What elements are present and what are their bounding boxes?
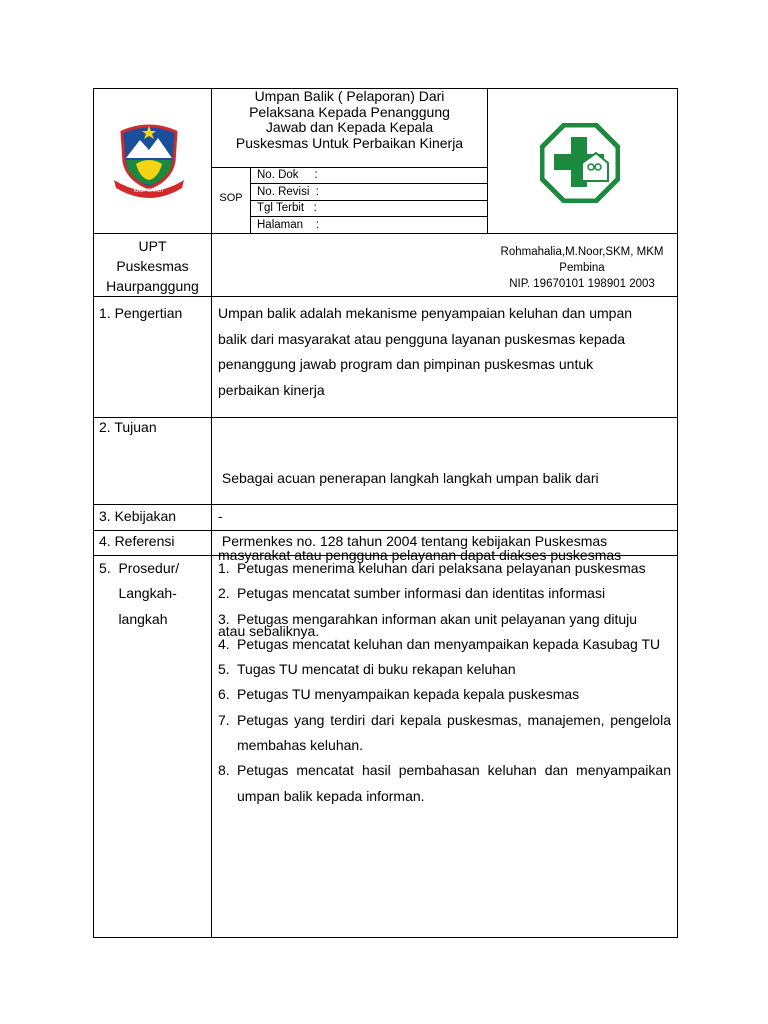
prosedur-steps xyxy=(218,556,671,809)
upt-name xyxy=(94,236,211,296)
label-kebijakan: 3. Kebijakan xyxy=(99,508,177,524)
step-text: Petugas TU menyampaikan kepada kepala puskesmas xyxy=(237,686,580,703)
step-item xyxy=(218,556,671,581)
content-line: Sebagai acuan penerapan langkah langkah umpan balik dari xyxy=(218,470,599,486)
content-line: perbaikan kinerja xyxy=(218,381,325,398)
garut-regency-logo xyxy=(112,118,186,198)
step-item xyxy=(218,708,671,759)
content-kebijakan: - xyxy=(218,508,223,524)
title-line: Puskesmas Untuk Perbaikan Kinerja xyxy=(235,134,464,151)
title-divider xyxy=(211,167,487,168)
step-item xyxy=(218,657,671,682)
signatory-name: Rohmahalia,M.Noor,SKM, MKM xyxy=(500,246,664,258)
step-text: Tugas TU mencatat di buku rekapan keluhan xyxy=(237,661,516,678)
step-number: 7. xyxy=(218,711,230,728)
meta-divider-3 xyxy=(250,216,487,217)
label-prosedur xyxy=(99,556,179,632)
step-text: Petugas mencatat sumber informasi dan identitas informasi xyxy=(237,585,606,602)
upt-line: UPT xyxy=(138,238,167,254)
signatory-block xyxy=(487,244,677,292)
step-text: Petugas mencatat keluhan dan menyampaikan kepada Kasubag TU xyxy=(237,635,661,652)
content-line: balik dari masyarakat atau pengguna layanan puskesmas kepada xyxy=(218,330,626,347)
content-referensi: Permenkes no. 128 tahun 2004 tentang kebijakan Puskesmas xyxy=(218,533,608,549)
signatory-role: Pembina xyxy=(559,262,605,274)
step-item xyxy=(218,632,671,657)
step-item xyxy=(218,581,671,606)
step-text: Petugas mengarahkan informan akan unit pelayanan yang dituju xyxy=(237,610,638,627)
label-tujuan: 2. Tujuan xyxy=(99,419,157,435)
sop-label: SOP xyxy=(219,192,243,204)
label-pengertian: 1. Pengertian xyxy=(99,305,183,321)
column-divider-right xyxy=(487,88,488,233)
step-item xyxy=(218,607,671,632)
content-line: penanggung jawab program dan pimpinan puskesmas untuk xyxy=(218,356,594,372)
upt-line: Haurpanggung xyxy=(106,278,199,294)
content-line: masyarakat atau pengguna pelayanan dapat diakses puskesmas xyxy=(218,546,622,563)
meta-divider-1 xyxy=(250,183,487,184)
table-border-left xyxy=(93,88,94,938)
column-divider-left xyxy=(211,88,212,938)
title-line: Jawab dan Kepada Kepala xyxy=(265,119,434,135)
step-number: 6. xyxy=(218,686,230,703)
step-number: 2. xyxy=(218,585,230,602)
step-number: 3. xyxy=(218,610,230,627)
upt-line: Puskesmas xyxy=(116,258,189,274)
step-text: Petugas mencatat hasil pembahasan keluhan dan menyampaikan umpan balik kepada informan. xyxy=(237,762,671,804)
meta-no-dok: No. Dok : xyxy=(257,169,318,181)
label-referensi: 4. Referensi xyxy=(99,533,175,549)
step-number: 8. xyxy=(218,762,230,779)
label-line: Langkah- xyxy=(99,585,177,602)
content-line: atau sebaliknya. xyxy=(218,623,320,639)
step-text: Petugas yang terdiri dari kepala puskesmas, manajemen, pengelola membahas keluhan. xyxy=(237,711,671,754)
header-divider xyxy=(93,233,678,234)
content-line: Umpan balik adalah mekanisme penyampaian keluhan dan umpan xyxy=(218,305,633,321)
puskesmas-logo xyxy=(540,123,620,203)
title-line: Umpan Balik ( Pelaporan) Dari xyxy=(254,88,445,104)
step-item xyxy=(218,758,671,809)
label-line: 5. Prosedur/ xyxy=(99,560,180,576)
meta-tgl-terbit: Tgl Terbit : xyxy=(257,202,317,214)
signatory-nip: NIP. 19670101 198901 2003 xyxy=(509,278,655,290)
label-line: langkah xyxy=(99,610,168,627)
table-border-right xyxy=(677,88,678,938)
content-pengertian xyxy=(218,301,671,403)
meta-halaman: Halaman : xyxy=(257,219,319,231)
step-number: 5. xyxy=(218,661,230,678)
document-title xyxy=(212,89,487,151)
step-text: Petugas menerima keluhan dari pelaksana pelayanan puskesmas xyxy=(237,560,646,576)
logo-ribbon-text: KAB. GARUT xyxy=(133,188,165,194)
title-line: Pelaksana Kepada Penanggung xyxy=(249,103,450,120)
table-border-bottom xyxy=(93,937,678,938)
step-number: 1. xyxy=(218,560,230,576)
meta-no-revisi: No. Revisi : xyxy=(257,186,319,198)
step-item xyxy=(218,682,671,707)
step-number: 4. xyxy=(218,635,230,652)
upt-divider xyxy=(93,296,678,297)
